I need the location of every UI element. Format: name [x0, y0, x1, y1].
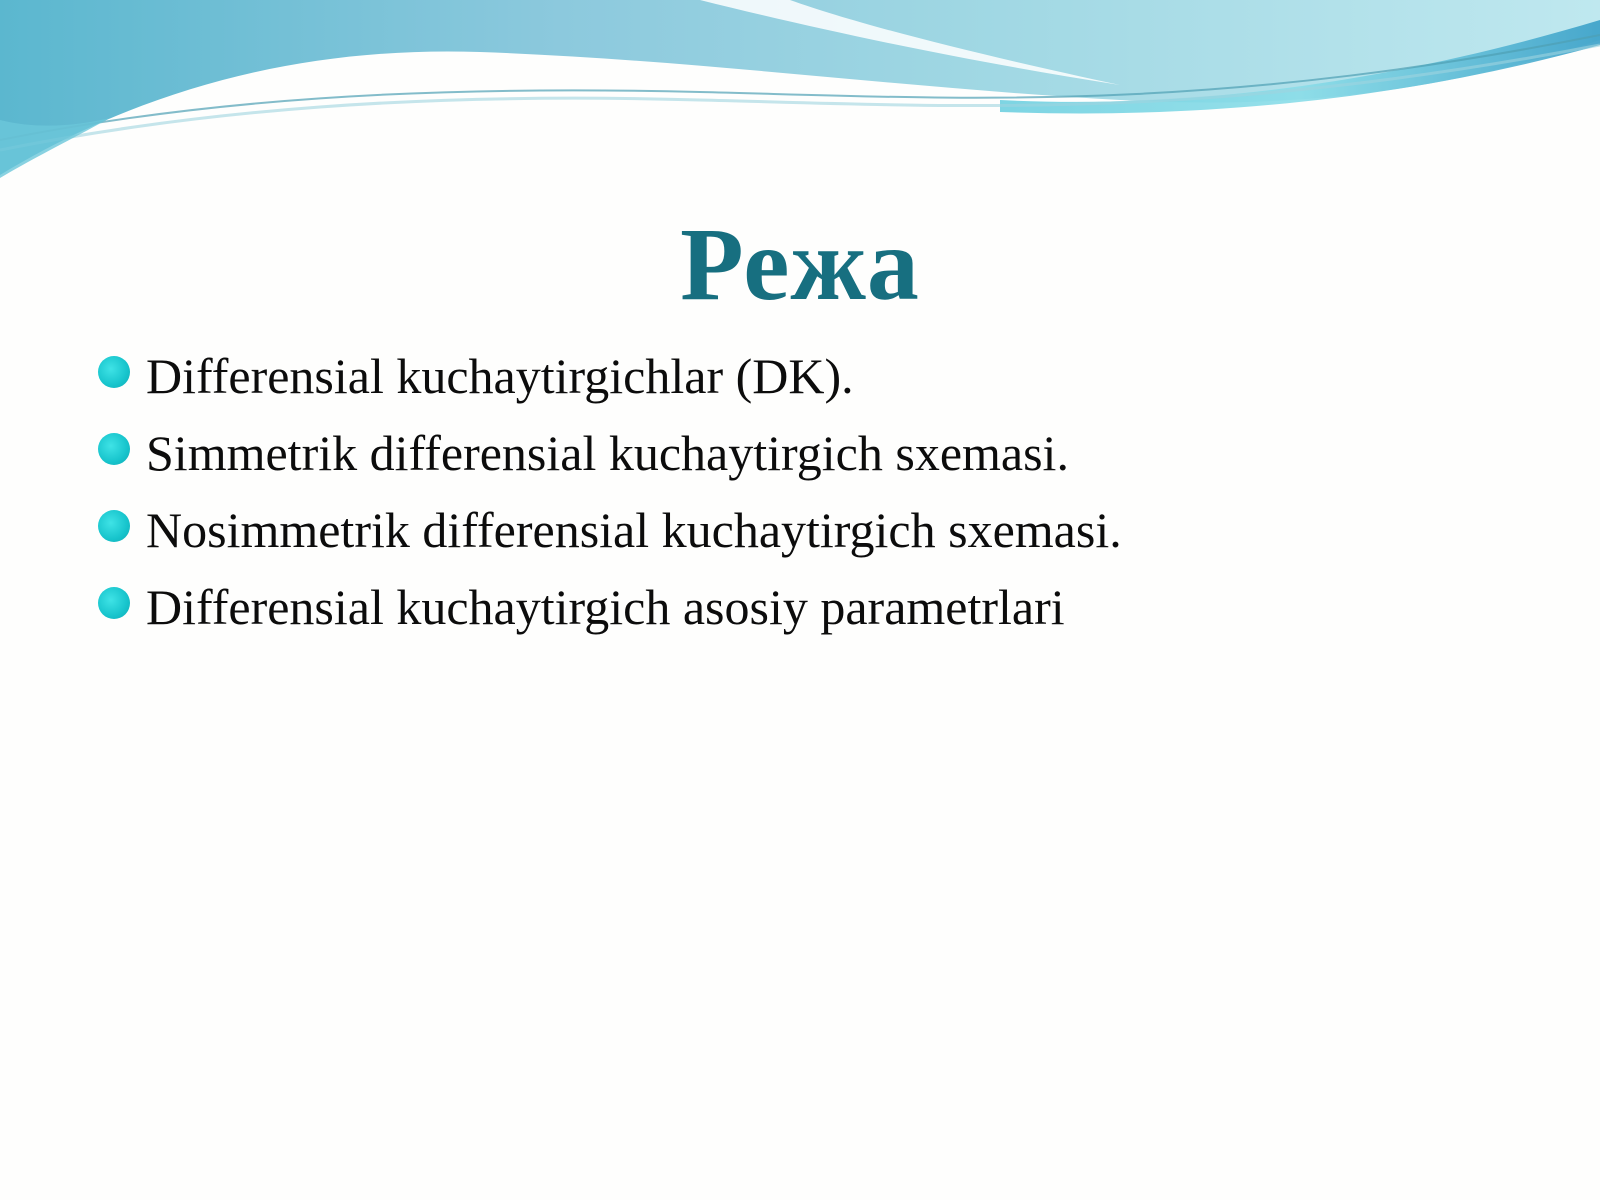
list-item — [98, 581, 1518, 658]
header-wave-decoration — [0, 0, 1600, 200]
bullet-dot-icon — [98, 356, 130, 388]
list-item — [98, 504, 1518, 581]
bullet-dot-icon — [98, 587, 130, 619]
list-item — [98, 350, 1518, 427]
slide-title — [0, 205, 1600, 325]
bullet-text: Differensial kuchaytirgich asosiy parametrlari — [146, 579, 1065, 635]
bullet-list — [98, 350, 1518, 658]
list-item — [98, 427, 1518, 504]
bullet-text: Simmetrik differensial kuchaytirgich sxemasi. — [146, 425, 1069, 481]
slide-title-text: Режа — [680, 207, 920, 322]
bullet-dot-icon — [98, 510, 130, 542]
bullet-text: Differensial kuchaytirgichlar (DK). — [146, 348, 854, 404]
bullet-text: Nosimmetrik differensial kuchaytirgich sxemasi. — [146, 502, 1122, 558]
bullet-dot-icon — [98, 433, 130, 465]
